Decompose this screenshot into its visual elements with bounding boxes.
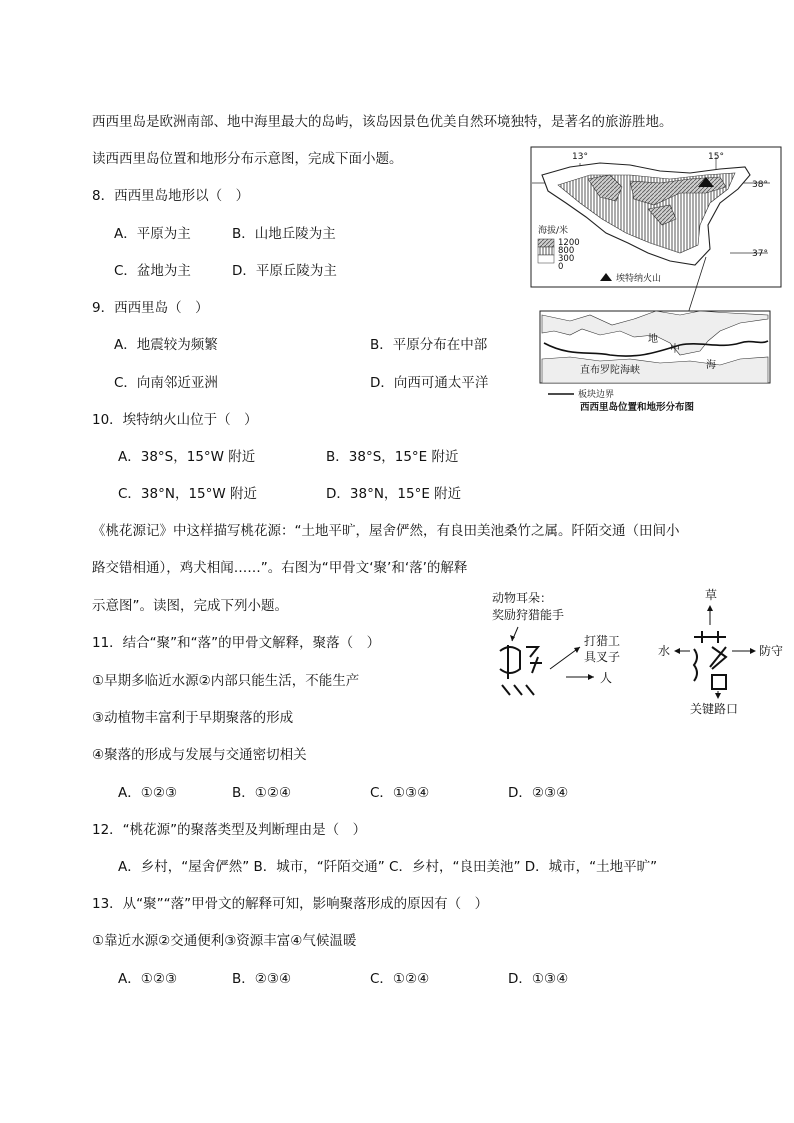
inset-land-label: 地 bbox=[648, 334, 658, 345]
q12-stem: 12．“桃花源”的聚落类型及判断理由是（ ） bbox=[92, 822, 367, 838]
q8-option-a: A．平原为主 bbox=[114, 226, 191, 242]
sicily-map-figure bbox=[530, 145, 782, 415]
q13-stem: 13．从“聚”“落”甲骨文的解释可知，影响聚落形成的原因有（ ） bbox=[92, 896, 489, 912]
plate-boundary-legend: 板块边界 bbox=[578, 390, 615, 400]
q11-option-a: A．①②③ bbox=[118, 785, 178, 801]
q13-option-b: B．②③④ bbox=[232, 971, 292, 987]
oracle-bone-figure bbox=[480, 585, 790, 715]
q13-option-d: D．①③④ bbox=[508, 971, 569, 987]
q11-option-c: C．①③④ bbox=[370, 785, 430, 801]
oracle-bone-svg bbox=[480, 585, 790, 715]
taohua-intro-line-1: 《桃花源记》中这样描写桃花源：“土地平旷，屋舍俨然，有良田美池桑竹之属。阡陌交通（田间小 bbox=[92, 523, 680, 539]
q9-option-d: D．向西可通太平洋 bbox=[370, 375, 489, 391]
ear-label-line-2: 奖励狩猎能手 bbox=[492, 608, 565, 622]
q11-statement-1-2: ①早期多临近水源②内部只能生活，不能生产 bbox=[92, 673, 360, 689]
inset-sea-label: 海 bbox=[706, 360, 716, 371]
taohua-intro-line-2: 路交错相通），鸡犬相闻……”。右图为“甲骨文‘聚’和‘落’的解释 bbox=[92, 560, 468, 576]
tool-label-line-1: 打猎工 bbox=[584, 634, 621, 648]
q13-option-a: A．①②③ bbox=[118, 971, 178, 987]
person-label: 人 bbox=[600, 671, 613, 685]
q11-option-d: D．②③④ bbox=[508, 785, 569, 801]
water-label: 水 bbox=[658, 644, 671, 658]
strait-label: 直布罗陀海峡 bbox=[580, 365, 640, 376]
q9-option-a: A．地震较为频繁 bbox=[114, 337, 218, 353]
q10-option-d: D．38°N，15°E 附近 bbox=[326, 486, 462, 502]
q8-option-c: C．盆地为主 bbox=[114, 263, 191, 279]
volcano-legend-label: 埃特纳火山 bbox=[616, 274, 662, 284]
lat-37-label: 37° bbox=[752, 249, 768, 259]
sicily-instruction-text: 读西西里岛位置和地形分布示意图，完成下面小题。 bbox=[92, 151, 403, 167]
q10-option-a: A．38°S，15°W 附近 bbox=[118, 449, 256, 465]
legend-0: 0 bbox=[558, 262, 564, 272]
q9-stem: 9．西西里岛（ ） bbox=[92, 300, 209, 316]
q9-option-b: B．平原分布在中部 bbox=[370, 337, 488, 353]
legend-title: 海拔/米 bbox=[538, 226, 569, 236]
sicily-map-svg bbox=[530, 145, 782, 415]
q8-option-d: D．平原丘陵为主 bbox=[232, 263, 337, 279]
q12-options: A．乡村，“屋舍俨然” B．城市，“阡陌交通” C．乡村，“良田美池” D．城市，“土地平旷” bbox=[118, 859, 658, 875]
taohua-intro-line-3: 示意图”。读图，完成下列小题。 bbox=[92, 598, 288, 614]
q9-option-c: C．向南邻近亚洲 bbox=[114, 375, 218, 391]
q11-statement-4: ④聚落的形成与发展与交通密切相关 bbox=[92, 747, 307, 763]
q10-option-c: C．38°N，15°W 附近 bbox=[118, 486, 258, 502]
q13-option-c: C．①②④ bbox=[370, 971, 430, 987]
q8-stem: 8．西西里岛地形以（ ） bbox=[92, 188, 250, 204]
luo-oracle-glyph bbox=[694, 631, 726, 689]
sicily-intro-text: 西西里岛是欧洲南部、地中海里最大的岛屿，该岛因景色优美自然环境独特，是著名的旅游胜地。 bbox=[92, 114, 673, 130]
q8-option-b: B．山地丘陵为主 bbox=[232, 226, 336, 242]
ear-label-line-1: 动物耳朵： bbox=[492, 591, 553, 605]
map-caption: 西西里岛位置和地形分布图 bbox=[580, 402, 695, 413]
q10-stem: 10．埃特纳火山位于（ ） bbox=[92, 412, 258, 428]
defense-label: 防守 bbox=[759, 644, 784, 658]
lat-38-label: 38° bbox=[752, 180, 768, 190]
q10-option-b: B．38°S，15°E 附近 bbox=[326, 449, 459, 465]
ju-oracle-glyph bbox=[500, 645, 542, 695]
inset-middle-label: 中 bbox=[670, 344, 680, 355]
legend-1200: 1200 bbox=[558, 238, 580, 248]
q11-stem: 11．结合“聚”和“落”的甲骨文解释，聚落（ ） bbox=[92, 635, 381, 651]
legend-800: 800 bbox=[558, 246, 575, 256]
lon-15-label: 15° bbox=[708, 152, 724, 162]
tool-label-line-2: 具叉子 bbox=[584, 650, 621, 664]
q13-statements: ①靠近水源②交通便利③资源丰富④气候温暖 bbox=[92, 933, 357, 949]
legend-300: 300 bbox=[558, 254, 575, 264]
q11-statement-3: ③动植物丰富利于早期聚落的形成 bbox=[92, 710, 294, 726]
q11-option-b: B．①②④ bbox=[232, 785, 292, 801]
grass-label: 草 bbox=[705, 588, 718, 602]
lon-13-label: 13° bbox=[572, 152, 588, 162]
road-label: 关键路口 bbox=[690, 702, 739, 715]
